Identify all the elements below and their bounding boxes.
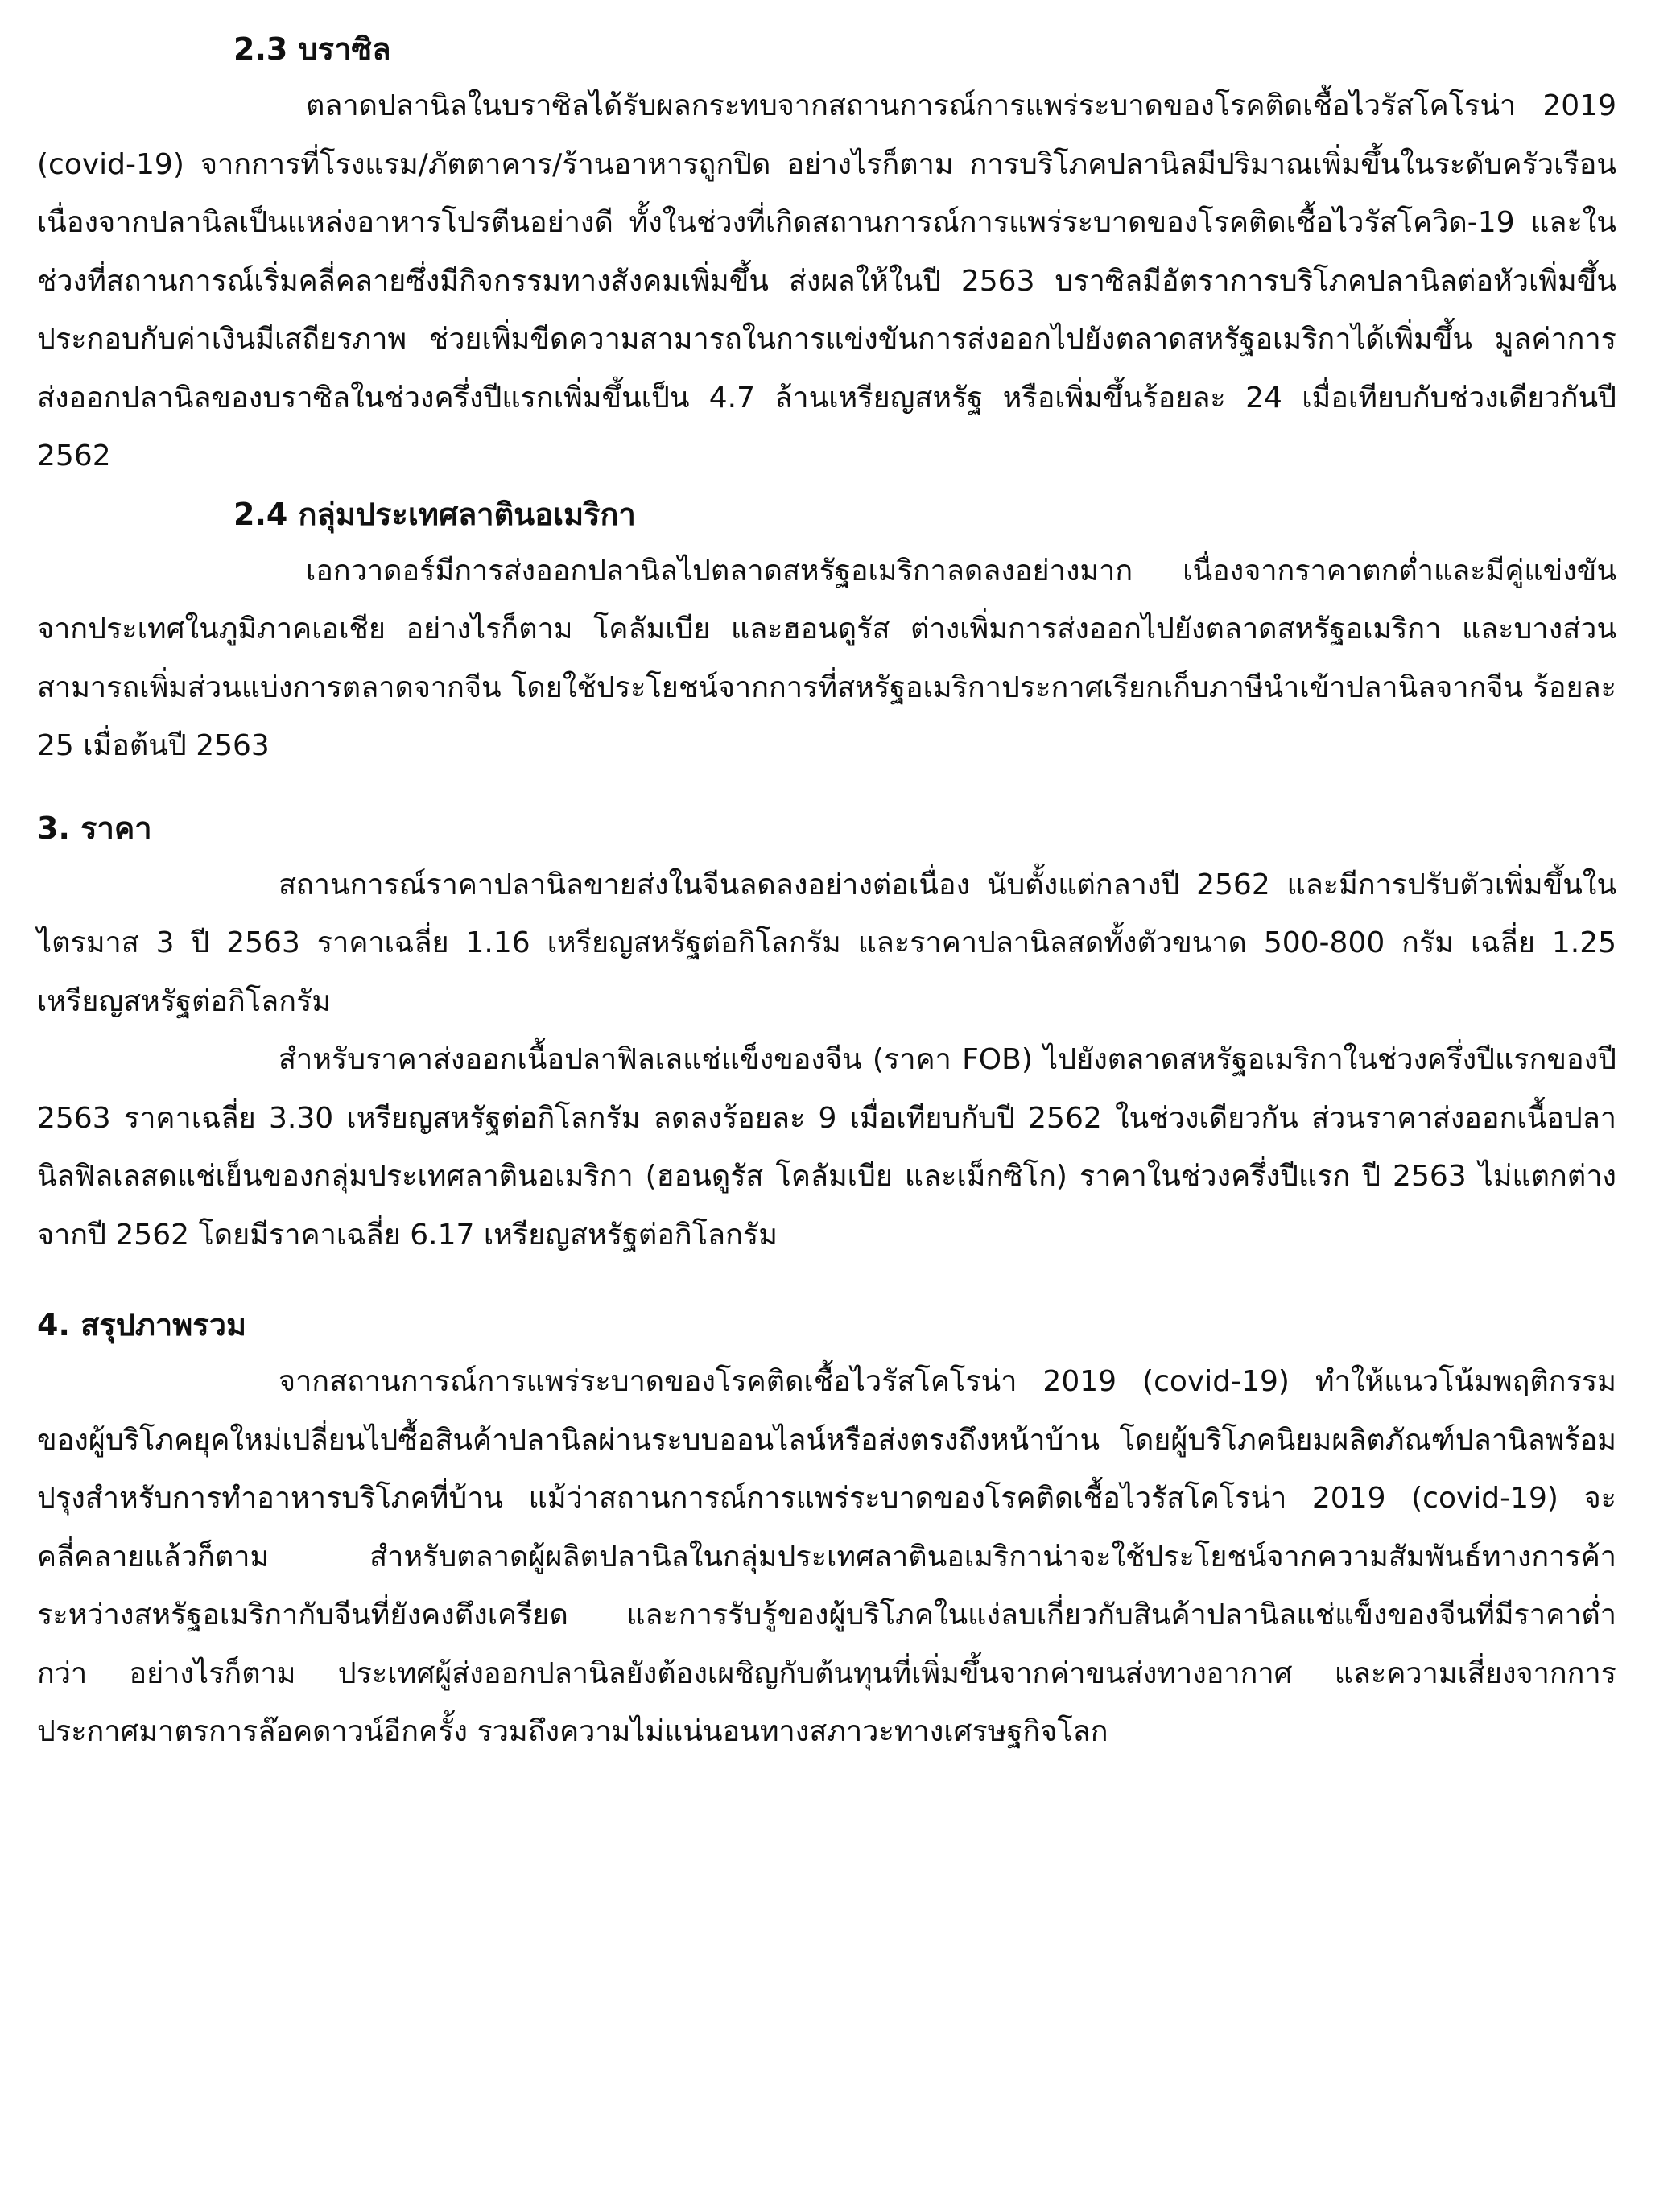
paragraph-price-2 [37,1031,1616,1264]
paragraph-price-1 [37,856,1616,1032]
paragraph-brazil [37,77,1616,486]
document-page [37,21,1616,1762]
paragraph-latin-america-text: เอกวาดอร์มีการส่งออกปลานิลไปตลาดสหรัฐอเมริกาลดลงอย่างมาก เนื่องจากราคาตกต่ำและมีคู่แข่งขันจากประเทศในภูมิภาคเอเชีย อย่างไรก็ตาม โคลัมเบีย และฮอนดูรัส ต่างเพิ่มการส่งออกไปยังตลาดสหรัฐอเมริกา และบางส่วนสามารถเพิ่มส่วนแบ่งการตลาดจากจีน โดยใช้ประโยชน์จากการที่สหรัฐอเมริกาประกาศเรียกเก็บภาษีนำเข้าปลานิลจากจีน ร้อยละ 25 เมื่อต้นปี 2563 [37,554,1616,762]
paragraph-latin-america [37,542,1616,776]
section-heading-summary: 4. สรุปภาพรวม [37,1307,247,1343]
paragraph-price-1-text: สถานการณ์ราคาปลานิลขายส่งในจีนลดลงอย่างต่อเนื่อง นับตั้งแต่กลางปี 2562 และมีการปรับตัวเพิ่มขึ้นในไตรมาส 3 ปี 2563 ราคาเฉลี่ย 1.16 เหรียญสหรัฐต่อกิโลกรัม และราคาปลานิลสดทั้งตัวขนาด 500-800 กรัม เฉลี่ย 1.25 เหรียญสหรัฐต่อกิโลกรัม [37,868,1616,1018]
section-price [37,800,1616,1265]
section-spacer [37,1264,1616,1297]
section-heading-brazil: 2.3 บราซิล [233,31,391,67]
paragraph-summary-text: จากสถานการณ์การแพร่ระบาดของโรคติดเชื้อไวรัสโคโรน่า 2019 (covid-19) ทำให้แนวโน้มพฤติกรรมของผู้บริโภคยุคใหม่เปลี่ยนไปซื้อสินค้าปลานิลผ่านระบบออนไลน์หรือส่งตรงถึงหน้าบ้าน โดยผู้บริโภคนิยมผลิตภัณฑ์ปลานิลพร้อมปรุงสำหรับการทำอาหารบริโภคที่บ้าน แม้ว่าสถานการณ์การแพร่ระบาดของโรคติดเชื้อไวรัสโคโรน่า 2019 (covid-19) จะคลี่คลายแล้วก็ตาม สำหรับตลาดผู้ผลิตปลานิลในกลุ่มประเทศลาตินอเมริกาน่าจะใช้ประโยชน์จากความสัมพันธ์ทางการค้าระหว่างสหรัฐอเมริกากับจีนที่ยังคงตึงเครียด และการรับรู้ของผู้บริโภคในแง่ลบเกี่ยวกับสินค้าปลานิลแช่แข็งของจีนที่มีราคาต่ำกว่า อย่างไรก็ตาม ประเทศผู้ส่งออกปลานิลยังต้องเผชิญกับต้นทุนที่เพิ่มขึ้นจากค่าขนส่งทางอากาศ และความเสี่ยงจากการประกาศมาตรการล๊อคดาวน์อีกครั้ง รวมถึงความไม่แน่นอนทางสภาวะทางเศรษฐกิจโลก [37,1365,1616,1748]
section-latin-america [37,486,1616,776]
paragraph-summary [37,1353,1616,1762]
section-spacer [37,776,1616,800]
paragraph-price-2-text: สำหรับราคาส่งออกเนื้อปลาฟิลเลแช่แข็งของจีน (ราคา FOB) ไปยังตลาดสหรัฐอเมริกาในช่วงครึ่งปีแรกของปี 2563 ราคาเฉลี่ย 3.30 เหรียญสหรัฐต่อกิโลกรัม ลดลงร้อยละ 9 เมื่อเทียบกับปี 2562 ในช่วงเดียวกัน ส่วนราคาส่งออกเนื้อปลานิลฟิลเลสดแช่เย็นของกลุ่มประเทศลาตินอเมริกา (ฮอนดูรัส โคลัมเบีย และเม็กซิโก) ราคาในช่วงครึ่งปีแรก ปี 2563 ไม่แตกต่างจากปี 2562 โดยมีราคาเฉลี่ย 6.17 เหรียญสหรัฐต่อกิโลกรัม [37,1043,1616,1252]
paragraph-brazil-text: ตลาดปลานิลในบราซิลได้รับผลกระทบจากสถานการณ์การแพร่ระบาดของโรคติดเชื้อไวรัสโคโรน่า 2019 (covid-19) จากการที่โรงแรม/ภัตตาคาร/ร้านอาหารถูกปิด อย่างไรก็ตาม การบริโภคปลานิลมีปริมาณเพิ่มขึ้นในระดับครัวเรือน เนื่องจากปลานิลเป็นแหล่งอาหารโปรตีนอย่างดี ทั้งในช่วงที่เกิดสถานการณ์การแพร่ระบาดของโรคติดเชื้อไวรัสโควิด-19 และในช่วงที่สถานการณ์เริ่มคลี่คลายซึ่งมีกิจกรรมทางสังคมเพิ่มขึ้น ส่งผลให้ในปี 2563 บราซิลมีอัตราการบริโภคปลานิลต่อหัวเพิ่มขึ้น ประกอบกับค่าเงินมีเสถียรภาพ ช่วยเพิ่มขีดความสามารถในการแข่งขันการส่งออกไปยังตลาดสหรัฐอเมริกาได้เพิ่มขึ้น มูลค่าการส่งออกปลานิลของบราซิลในช่วงครึ่งปีแรกเพิ่มขึ้นเป็น 4.7 ล้านเหรียญสหรัฐ หรือเพิ่มขึ้นร้อยละ 24 เมื่อเทียบกับช่วงเดียวกันปี 2562 [37,89,1616,472]
section-heading-price: 3. ราคา [37,810,152,846]
section-summary [37,1297,1616,1762]
section-brazil [37,21,1616,486]
section-heading-latin-america: 2.4 กลุ่มประเทศลาตินอเมริกา [233,496,636,532]
